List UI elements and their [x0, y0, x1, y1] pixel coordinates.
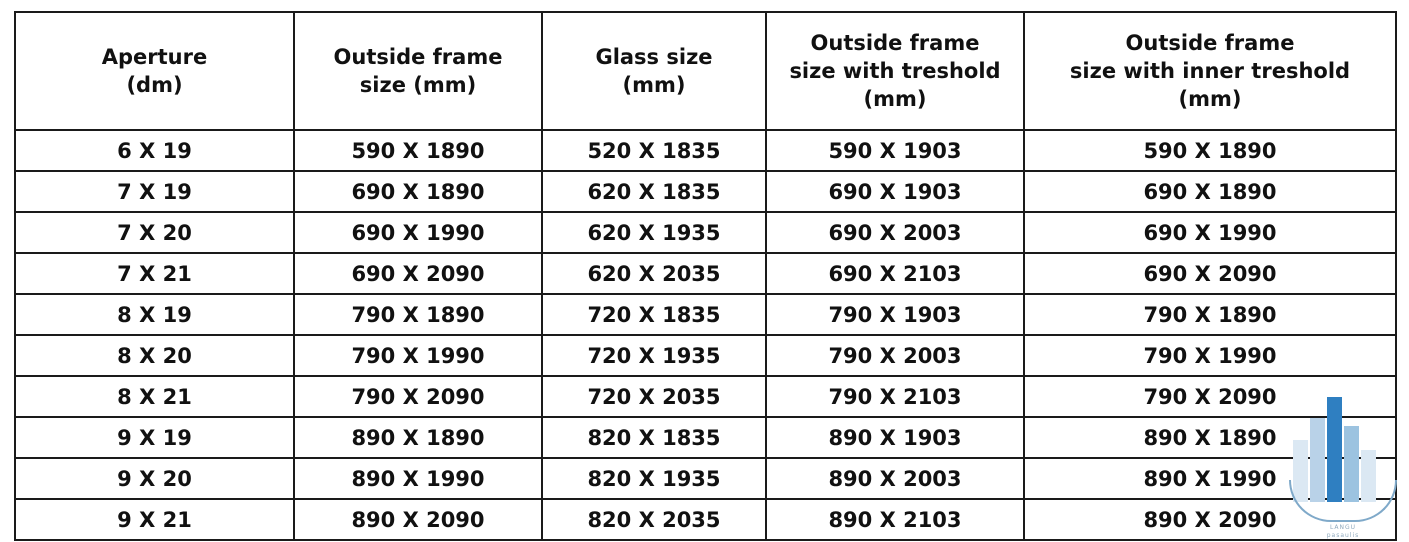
cell-outside-frame-size-with-treshold: 790 X 2003 — [766, 335, 1024, 376]
cell-aperture: 6 X 19 — [15, 130, 294, 171]
table-row — [15, 253, 1396, 294]
cell-glass-size: 620 X 1835 — [542, 171, 766, 212]
cell-outside-frame-size-with-inner-treshold: 690 X 1990 — [1024, 212, 1396, 253]
column-header-line: Glass size — [595, 45, 713, 69]
table-row — [15, 335, 1396, 376]
column-header-outside-frame-size — [294, 12, 542, 130]
cell-outside-frame-size: 890 X 1990 — [294, 458, 542, 499]
cell-outside-frame-size: 690 X 1990 — [294, 212, 542, 253]
cell-outside-frame-size: 890 X 1890 — [294, 417, 542, 458]
cell-glass-size: 620 X 1935 — [542, 212, 766, 253]
cell-outside-frame-size-with-treshold: 790 X 1903 — [766, 294, 1024, 335]
table-row — [15, 130, 1396, 171]
table-row — [15, 417, 1396, 458]
column-header-glass-size — [542, 12, 766, 130]
table-header — [15, 12, 1396, 130]
cell-outside-frame-size: 790 X 2090 — [294, 376, 542, 417]
cell-outside-frame-size-with-inner-treshold: 790 X 2090 — [1024, 376, 1396, 417]
cell-aperture: 7 X 21 — [15, 253, 294, 294]
column-header-line: size with inner treshold — [1069, 59, 1351, 83]
column-header-line: (mm) — [863, 87, 927, 111]
cell-glass-size: 720 X 2035 — [542, 376, 766, 417]
cell-outside-frame-size-with-treshold: 790 X 2103 — [766, 376, 1024, 417]
cell-outside-frame-size-with-treshold: 890 X 2103 — [766, 499, 1024, 540]
column-header-line: Outside frame — [333, 45, 503, 69]
cell-glass-size: 820 X 1835 — [542, 417, 766, 458]
cell-outside-frame-size-with-inner-treshold: 590 X 1890 — [1024, 130, 1396, 171]
cell-outside-frame-size-with-inner-treshold: 690 X 2090 — [1024, 253, 1396, 294]
cell-aperture: 9 X 20 — [15, 458, 294, 499]
cell-aperture: 8 X 20 — [15, 335, 294, 376]
specification-table — [14, 11, 1397, 541]
column-header-aperture — [15, 12, 294, 130]
cell-glass-size: 720 X 1835 — [542, 294, 766, 335]
column-header-line: size with treshold — [789, 59, 1001, 83]
column-header-line: size (mm) — [359, 73, 477, 97]
cell-outside-frame-size-with-treshold: 890 X 2003 — [766, 458, 1024, 499]
cell-glass-size: 520 X 1835 — [542, 130, 766, 171]
cell-outside-frame-size-with-inner-treshold: 790 X 1990 — [1024, 335, 1396, 376]
column-header-line: Outside frame — [810, 31, 980, 55]
cell-outside-frame-size-with-inner-treshold: 890 X 2090 — [1024, 499, 1396, 540]
cell-outside-frame-size: 690 X 1890 — [294, 171, 542, 212]
watermark-text-line: LANGU — [1329, 524, 1357, 531]
cell-glass-size: 720 X 1935 — [542, 335, 766, 376]
column-header-line: Outside frame — [1125, 31, 1295, 55]
cell-outside-frame-size-with-inner-treshold: 890 X 1890 — [1024, 417, 1396, 458]
table-row — [15, 376, 1396, 417]
cell-outside-frame-size: 590 X 1890 — [294, 130, 542, 171]
cell-glass-size: 620 X 2035 — [542, 253, 766, 294]
cell-aperture: 8 X 19 — [15, 294, 294, 335]
table-row — [15, 171, 1396, 212]
column-header-line: (mm) — [1178, 87, 1242, 111]
cell-outside-frame-size: 890 X 2090 — [294, 499, 542, 540]
table-row — [15, 458, 1396, 499]
cell-aperture: 9 X 21 — [15, 499, 294, 540]
cell-aperture: 9 X 19 — [15, 417, 294, 458]
table-row — [15, 294, 1396, 335]
table-row — [15, 212, 1396, 253]
cell-outside-frame-size-with-treshold: 890 X 1903 — [766, 417, 1024, 458]
cell-outside-frame-size: 790 X 1990 — [294, 335, 542, 376]
cell-outside-frame-size-with-inner-treshold: 890 X 1990 — [1024, 458, 1396, 499]
column-header-line: Aperture — [101, 45, 208, 69]
cell-outside-frame-size-with-treshold: 590 X 1903 — [766, 130, 1024, 171]
cell-outside-frame-size-with-inner-treshold: 690 X 1890 — [1024, 171, 1396, 212]
table-header-row — [15, 12, 1396, 130]
cell-outside-frame-size: 690 X 2090 — [294, 253, 542, 294]
watermark-text-line: pasaulis — [1326, 532, 1360, 539]
cell-outside-frame-size: 790 X 1890 — [294, 294, 542, 335]
cell-aperture: 7 X 19 — [15, 171, 294, 212]
cell-glass-size: 820 X 2035 — [542, 499, 766, 540]
cell-outside-frame-size-with-treshold: 690 X 2003 — [766, 212, 1024, 253]
column-header-line: (dm) — [126, 73, 183, 97]
cell-glass-size: 820 X 1935 — [542, 458, 766, 499]
table-body — [15, 130, 1396, 540]
cell-aperture: 8 X 21 — [15, 376, 294, 417]
column-header-line: (mm) — [622, 73, 686, 97]
cell-outside-frame-size-with-treshold: 690 X 2103 — [766, 253, 1024, 294]
column-header-outside-frame-size-with-treshold — [766, 12, 1024, 130]
cell-outside-frame-size-with-inner-treshold: 790 X 1890 — [1024, 294, 1396, 335]
cell-aperture: 7 X 20 — [15, 212, 294, 253]
cell-outside-frame-size-with-treshold: 690 X 1903 — [766, 171, 1024, 212]
table-row — [15, 499, 1396, 540]
column-header-outside-frame-size-with-inner-treshold — [1024, 12, 1396, 130]
